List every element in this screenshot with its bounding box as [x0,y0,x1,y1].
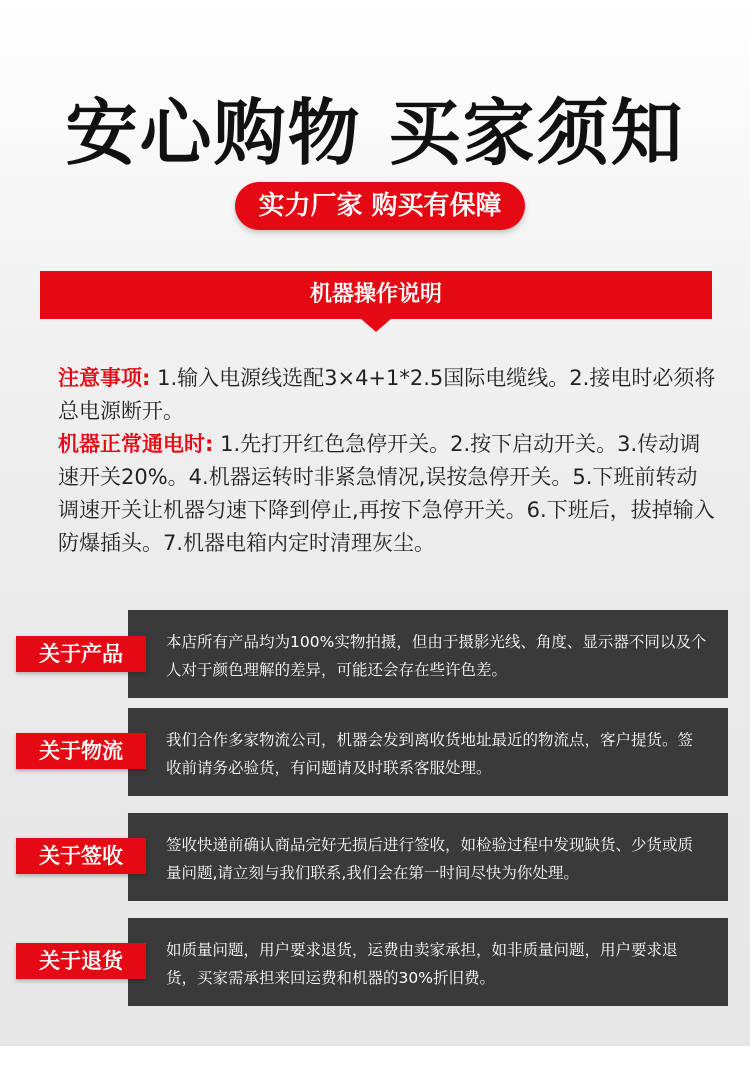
notice-label: 注意事项: [58,366,151,390]
notice-tag-signing: 关于签收 [16,838,146,874]
notice-card-product [128,610,728,698]
notice-card-text: 如质量问题，用户要求退货，运费由卖家承担，如非质量问题，用户要求退货，买家需承担来回运费和机器的30%折旧费。 [166,941,678,987]
notice-card-signing [128,813,728,901]
notice-tag-logistics: 关于物流 [16,733,146,769]
banner-arrow-icon [360,318,392,332]
page-title: 安心购物 买家须知 [65,91,685,175]
subtitle-badge: 实力厂家 购买有保障 [235,182,525,230]
power-label: 机器正常通电时: [58,432,214,456]
power-paragraph [58,428,718,560]
bottom-band [0,1046,750,1079]
power-text: 1.先打开红色急停开关。2.按下启动开关。3.传动调速开关20%。4.机器运转时非紧急情况,误按急停开关。5.下班前转动调速开关让机器匀速下降到停止,再按下急停开关。6.下班后，拔掉输入防爆插头。7.机器电箱内定时清理灰尘。 [58,432,715,555]
notice-tag-product: 关于产品 [16,636,146,672]
notice-card-returns [128,918,728,1006]
notice-card-text: 本店所有产品均为100%实物拍摄，但由于摄影光线、角度、显示器不同以及个人对于颜色理解的差异，可能还会存在些许色差。 [166,633,707,679]
notice-card-logistics [128,708,728,796]
instructions-text [58,362,718,560]
notice-text: 1.输入电源线选配3×4+1*2.5国际电缆线。2.接电时必须将总电源断开。 [58,366,716,423]
notice-paragraph [58,362,718,428]
notice-tag-returns: 关于退货 [16,943,146,979]
section-banner: 机器操作说明 [40,271,712,319]
notice-card-text: 我们合作多家物流公司，机器会发到离收货地址最近的物流点，客户提货。签收前请务必验货，有问题请及时联系客服处理。 [166,731,694,777]
notice-card-text: 签收快递前确认商品完好无损后进行签收，如检验过程中发现缺货、少货或质量问题,请立刻与我们联系,我们会在第一时间尽快为你处理。 [166,836,694,882]
